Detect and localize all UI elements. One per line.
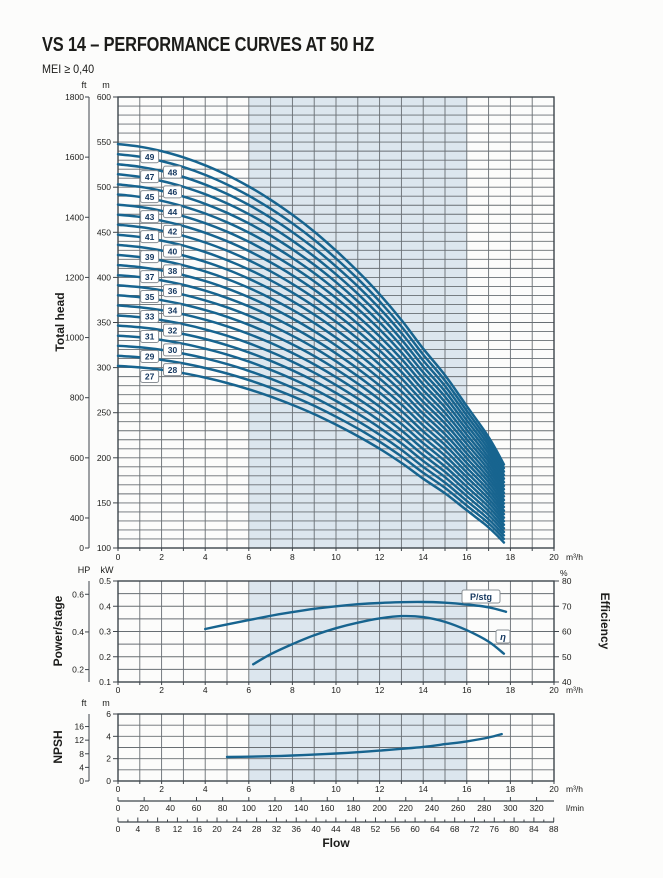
stage-label-47: 47 xyxy=(144,171,155,182)
gpm-tick-label: 52 xyxy=(370,824,381,834)
npsh-x-tick-label: 20 xyxy=(549,784,559,794)
mid-x-tick-label: 8 xyxy=(290,685,295,695)
mid-x-tick-label: 2 xyxy=(159,685,164,695)
m-tick-label: 250 xyxy=(96,407,111,418)
main-y-axis-ft xyxy=(65,80,89,553)
main-x-tick-label: 18 xyxy=(505,552,516,562)
flow-axis-title: Flow xyxy=(322,836,350,850)
lmin-tick-label: 240 xyxy=(424,803,440,813)
stage-label-33: 33 xyxy=(144,311,155,322)
stage-label-39: 39 xyxy=(144,251,155,262)
main-x-tick-label: 16 xyxy=(462,552,472,562)
mid-x-tick-label: 20 xyxy=(549,685,559,695)
main-x-tick-label: 0 xyxy=(115,552,121,562)
npsh-y-axis-ft xyxy=(75,698,89,786)
mid-x-tick-label: 14 xyxy=(418,685,428,695)
m-tick-label: 400 xyxy=(96,272,111,283)
ft-tick-label: 600 xyxy=(69,452,84,463)
gpm-tick-label: 16 xyxy=(192,824,202,834)
main-x-unit: m³/h xyxy=(566,552,583,562)
gpm-tick-label: 48 xyxy=(350,824,361,834)
lmin-tick-label: 60 xyxy=(191,803,202,813)
kw-tick-label: 0.2 xyxy=(99,651,111,662)
mid-x-unit: m³/h xyxy=(566,685,583,695)
stage-label-37: 37 xyxy=(144,271,155,282)
ft-tick-label: 1400 xyxy=(65,212,84,223)
npsh-x-tick-label: 6 xyxy=(246,784,252,794)
npsh-x-tick-label: 0 xyxy=(115,784,121,794)
npsh-x-tick-label: 8 xyxy=(290,784,295,794)
kw-tick-label: 0.4 xyxy=(99,601,111,612)
hp-tick-label: 0.6 xyxy=(72,589,84,600)
lmin-tick-label: 320 xyxy=(529,803,544,813)
stage-label-44: 44 xyxy=(167,206,178,217)
gpm-tick-label: 24 xyxy=(232,824,242,834)
kw-unit: kW xyxy=(100,565,114,575)
npsh-x-tick-label: 4 xyxy=(202,784,208,794)
gpm-tick-label: 56 xyxy=(390,824,401,834)
stage-label-46: 46 xyxy=(167,187,178,198)
lmin-tick-label: 100 xyxy=(241,803,256,813)
gpm-tick-label: 40 xyxy=(311,824,321,834)
flow-rulers xyxy=(116,797,585,850)
mid-x-tick-label: 12 xyxy=(374,685,385,695)
main-x-tick-label: 12 xyxy=(374,552,385,562)
ft-tick-label: 4 xyxy=(79,762,84,773)
gpm-tick-label: 36 xyxy=(291,824,301,834)
gpm-tick-label: 12 xyxy=(172,824,183,834)
npsh-x-tick-label: 14 xyxy=(418,784,428,794)
eta-label: η xyxy=(500,632,506,643)
gpm-tick-label: 32 xyxy=(271,824,282,834)
mid-x-tick-label: 16 xyxy=(462,685,472,695)
mid-x-tick-label: 18 xyxy=(505,685,516,695)
npsh-x-unit: m³/h xyxy=(566,784,583,794)
m-tick-label: 300 xyxy=(96,362,111,373)
main-x-tick-label: 8 xyxy=(290,552,295,562)
page-title: VS 14 – PERFORMANCE CURVES AT 50 HZ xyxy=(42,34,375,56)
stage-label-27: 27 xyxy=(144,371,155,382)
m-tick-label: 550 xyxy=(96,137,111,148)
efficiency-axis-title: Efficiency xyxy=(598,592,612,650)
stage-label-43: 43 xyxy=(144,211,155,222)
pstg-label: P/stg xyxy=(469,591,493,602)
m-tick-label: 100 xyxy=(96,543,111,553)
total-head-chart xyxy=(53,80,583,578)
stage-label-49: 49 xyxy=(144,151,155,162)
power-stage-axis-title: Power/stage xyxy=(51,595,65,667)
m-tick-label: 500 xyxy=(96,182,111,193)
m-tick-label: 4 xyxy=(106,731,111,742)
lmin-tick-label: 0 xyxy=(115,803,121,813)
npsh-axis-title: NPSH xyxy=(51,730,65,764)
gpm-tick-label: 80 xyxy=(509,824,519,834)
ft-tick-label: 1800 xyxy=(65,92,84,102)
npsh-y-axis-m xyxy=(102,698,118,786)
mid-y-axis-kw xyxy=(99,565,118,687)
mid-x-tick-label: 6 xyxy=(246,685,252,695)
ft-tick-label: 1200 xyxy=(65,272,84,283)
gpm-tick-label: 28 xyxy=(251,824,262,834)
stage-label-31: 31 xyxy=(144,331,155,342)
total-head-axis-title: Total head xyxy=(53,292,67,352)
npsh-x-tick-label: 2 xyxy=(159,784,164,794)
lmin-ruler xyxy=(116,797,585,813)
mid-x-tick-label: 4 xyxy=(202,685,208,695)
ft-unit: ft xyxy=(81,80,87,90)
lmin-tick-label: 120 xyxy=(267,803,283,813)
stage-label-30: 30 xyxy=(167,345,178,356)
m-unit: m xyxy=(102,80,110,90)
ft-tick-label: 1000 xyxy=(65,332,84,343)
stage-label-41: 41 xyxy=(144,231,155,242)
m-tick-label: 2 xyxy=(106,753,111,764)
ft-tick-label: 12 xyxy=(74,735,84,746)
kw-tick-label: 0.1 xyxy=(99,677,111,687)
m-tick-label: 6 xyxy=(106,709,111,719)
ft-tick-label: 0 xyxy=(79,776,84,786)
gpm-tick-label: 84 xyxy=(529,824,539,834)
gpm-tick-label: 64 xyxy=(430,824,440,834)
pct-tick-label: 60 xyxy=(562,626,572,637)
stage-label-32: 32 xyxy=(167,325,178,336)
npsh-x-tick-label: 16 xyxy=(462,784,472,794)
lmin-tick-label: 140 xyxy=(294,803,309,813)
gpm-tick-label: 4 xyxy=(135,824,141,834)
gpm-tick-label: 20 xyxy=(212,824,222,834)
lmin-tick-label: 280 xyxy=(477,803,492,813)
ft-tick-label: 16 xyxy=(74,721,84,732)
mid-y-axis-hp xyxy=(72,565,90,682)
npsh-x-tick-label: 12 xyxy=(374,784,385,794)
m-tick-label: 600 xyxy=(96,92,111,102)
pct-tick-label: 50 xyxy=(562,651,572,662)
m-unit: m xyxy=(102,698,110,708)
m-tick-label: 200 xyxy=(96,452,111,463)
ft-tick-label: 400 xyxy=(69,512,84,523)
page-subtitle: MEI ≥ 0,40 xyxy=(42,62,95,76)
gpm-tick-label: 8 xyxy=(155,824,160,834)
hp-tick-label: 0.4 xyxy=(72,626,84,637)
main-x-tick-label: 6 xyxy=(246,552,252,562)
pct-tick-label: 80 xyxy=(562,576,572,586)
lmin-tick-label: 200 xyxy=(372,803,387,813)
lmin-tick-label: 220 xyxy=(398,803,413,813)
gpm-tick-label: 72 xyxy=(469,824,480,834)
ft-tick-label: 1600 xyxy=(65,152,84,163)
gpm-tick-label: 68 xyxy=(449,824,460,834)
main-x-tick-label: 4 xyxy=(202,552,208,562)
gpm-tick-label: 0 xyxy=(115,824,121,834)
stage-label-34: 34 xyxy=(167,305,178,316)
lmin-tick-label: 20 xyxy=(139,803,149,813)
m-tick-label: 0 xyxy=(106,776,111,786)
ft-tick-label: 0 xyxy=(79,543,84,553)
ft-unit: ft xyxy=(81,698,87,708)
kw-tick-label: 0.5 xyxy=(99,576,111,586)
gpm-tick-label: 44 xyxy=(331,824,341,834)
pct-tick-label: 40 xyxy=(562,677,572,687)
npsh-x-tick-label: 10 xyxy=(331,784,341,794)
power-efficiency-chart xyxy=(51,565,612,695)
lmin-tick-label: 260 xyxy=(450,803,466,813)
hp-unit: HP xyxy=(77,565,91,575)
ft-tick-label: 8 xyxy=(79,748,84,759)
main-x-tick-label: 10 xyxy=(331,552,341,562)
pct-tick-label: 70 xyxy=(562,601,572,612)
stage-label-48: 48 xyxy=(167,167,178,178)
efficiency-percent-unit: % xyxy=(560,568,568,578)
mid-x-tick-label: 10 xyxy=(331,685,341,695)
mid-y-axis-percent xyxy=(554,576,572,687)
lmin-tick-label: 300 xyxy=(503,803,518,813)
npsh-x-tick-label: 18 xyxy=(505,784,516,794)
stage-label-36: 36 xyxy=(167,285,178,296)
main-x-tick-label: 20 xyxy=(549,552,559,562)
hp-tick-label: 0.2 xyxy=(72,664,84,675)
main-x-tick-label: 14 xyxy=(418,552,428,562)
m-tick-label: 450 xyxy=(96,227,111,238)
main-y-axis-m xyxy=(97,80,118,553)
stage-label-35: 35 xyxy=(144,291,155,302)
gpm-tick-label: 60 xyxy=(410,824,420,834)
stage-label-42: 42 xyxy=(167,226,178,237)
stage-label-45: 45 xyxy=(144,191,155,202)
lmin-tick-label: 40 xyxy=(165,803,176,813)
gpm-tick-label: 88 xyxy=(548,824,559,834)
main-x-tick-label: 2 xyxy=(159,552,164,562)
lmin-tick-label: 80 xyxy=(217,803,228,813)
lmin-tick-label: 180 xyxy=(346,803,361,813)
stage-label-38: 38 xyxy=(167,266,178,277)
ft-tick-label: 800 xyxy=(69,392,84,403)
lmin-unit: l/min xyxy=(566,803,584,813)
kw-tick-label: 0.3 xyxy=(99,626,111,637)
stage-label-40: 40 xyxy=(167,246,178,257)
gpm-ruler xyxy=(116,818,559,835)
npsh-chart xyxy=(51,698,583,794)
m-tick-label: 350 xyxy=(96,317,111,328)
gpm-tick-label: 76 xyxy=(489,824,500,834)
stage-label-28: 28 xyxy=(167,364,178,375)
mid-x-tick-label: 0 xyxy=(115,685,121,695)
m-tick-label: 150 xyxy=(96,497,111,508)
stage-label-29: 29 xyxy=(144,351,155,362)
lmin-tick-label: 160 xyxy=(320,803,335,813)
